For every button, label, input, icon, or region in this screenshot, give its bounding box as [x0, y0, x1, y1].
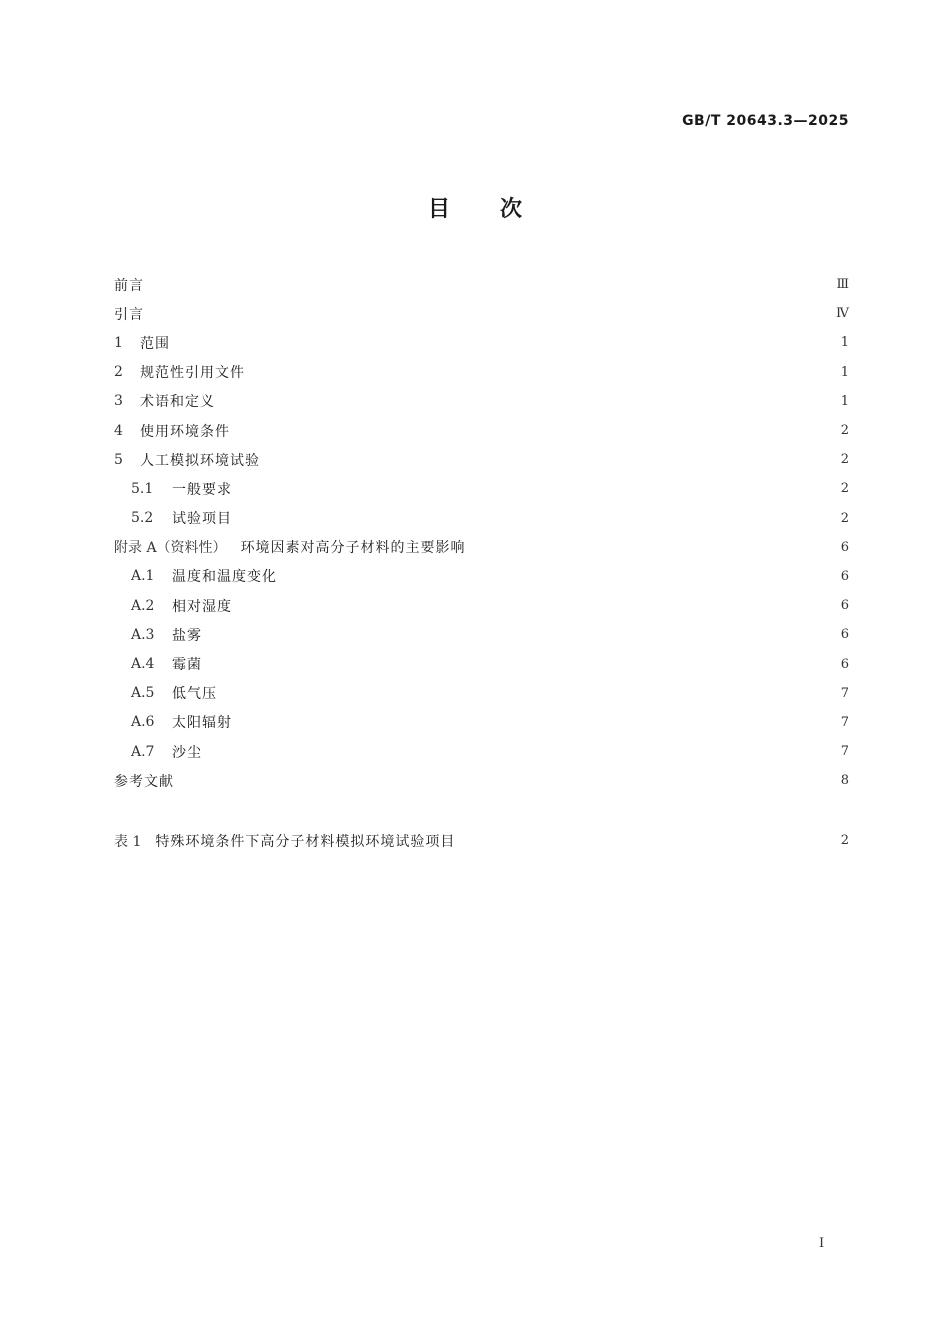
table-entry-1[interactable] [114, 826, 849, 855]
toc-leader-dots [210, 657, 834, 671]
toc-entry-page: Ⅲ [836, 277, 849, 293]
toc-entry-label: 一般要求 [172, 481, 232, 498]
toc-entry-label: 温度和温度变化 [172, 569, 277, 586]
toc-entry-page: 7 [840, 744, 849, 760]
toc-entry-label: 低气压 [172, 686, 217, 703]
toc-entry-number: A.1 [131, 568, 155, 585]
toc-entry-3[interactable] [114, 387, 849, 416]
toc-leader-dots [240, 599, 834, 613]
toc-leader-dots [240, 511, 834, 525]
toc-entry-page: 2 [840, 510, 849, 526]
toc-entry-introduction[interactable] [114, 299, 849, 328]
toc-entry-label: 术语和定义 [140, 394, 215, 411]
table-entry-number: 表 1 [114, 833, 142, 850]
toc-entry-page: 6 [840, 627, 849, 643]
toc-leader-dots [210, 745, 834, 759]
toc-entry-appendix-a[interactable] [114, 533, 849, 562]
toc-leader-dots [210, 628, 834, 642]
toc-entry-number: 2 [114, 364, 123, 381]
toc-leader-dots [174, 774, 834, 788]
toc-entry-label: 太阳辐射 [172, 715, 232, 732]
table-entry-page: 2 [840, 833, 849, 849]
toc-entry-number: A.4 [131, 656, 155, 673]
toc-leader-dots [474, 540, 834, 554]
toc-entry-number: 5 [114, 451, 123, 468]
toc-entry-page: 2 [840, 423, 849, 439]
toc-entry-a-7[interactable] [114, 737, 849, 766]
toc-leader-dots [457, 834, 834, 848]
toc-entry-label: 规范性引用文件 [140, 365, 245, 382]
toc-entry-a-6[interactable] [114, 708, 849, 737]
toc-leader-dots [178, 336, 834, 350]
toc-leader-dots [223, 394, 834, 408]
toc-entry-label: 人工模拟环境试验 [140, 452, 260, 469]
toc-entry-page: 1 [840, 335, 849, 351]
toc-entry-label: 霉菌 [172, 657, 202, 674]
toc-entry-4[interactable] [114, 416, 849, 445]
toc-leader-dots [146, 278, 830, 292]
toc-entry-label: 引言 [114, 306, 144, 323]
toc-leader-dots [240, 715, 834, 729]
toc-entry-a-4[interactable] [114, 649, 849, 678]
toc-entry-number: 5.1 [131, 480, 154, 497]
toc-entry-label: 相对湿度 [172, 598, 232, 615]
toc-entry-page: Ⅳ [836, 306, 849, 322]
toc-leader-dots [253, 365, 834, 379]
toc-entry-a-1[interactable] [114, 562, 849, 591]
toc-entry-number: 4 [114, 422, 123, 439]
toc-entry-page: 7 [840, 714, 849, 730]
toc-entry-label: 参考文献 [114, 773, 174, 790]
toc-entry-label: 盐雾 [172, 627, 202, 644]
toc-entry-label: 沙尘 [172, 744, 202, 761]
table-entry-label: 特殊环境条件下高分子材料模拟环境试验项目 [155, 833, 456, 850]
toc-entry-page: 8 [840, 773, 849, 789]
toc-entry-number: A.6 [131, 714, 155, 731]
toc-entry-label: 使用环境条件 [140, 423, 230, 440]
toc-entry-2[interactable] [114, 358, 849, 387]
toc-entry-number: 附录 A（资料性） [114, 540, 227, 557]
toc-entry-page: 2 [840, 452, 849, 468]
toc-entry-5-2[interactable] [114, 504, 849, 533]
toc-leader-dots [240, 482, 834, 496]
table-of-contents [114, 270, 849, 795]
toc-entry-page: 6 [840, 568, 849, 584]
toc-entry-a-5[interactable] [114, 679, 849, 708]
toc-leader-dots [268, 453, 834, 467]
toc-entry-page: 2 [840, 481, 849, 497]
toc-entry-1[interactable] [114, 328, 849, 357]
toc-entry-page: 1 [840, 364, 849, 380]
toc-entry-page: 6 [840, 598, 849, 614]
toc-leader-dots [146, 307, 830, 321]
toc-entry-number: 3 [114, 393, 123, 410]
page-title: 目次 [427, 197, 572, 222]
toc-entry-page: 1 [840, 393, 849, 409]
toc-entry-number: A.5 [131, 685, 155, 702]
toc-entry-number: 5.2 [131, 510, 154, 527]
toc-entry-number: A.2 [131, 597, 155, 614]
list-of-tables [114, 826, 849, 855]
toc-entry-page: 6 [840, 656, 849, 672]
toc-entry-page: 6 [840, 539, 849, 555]
toc-entry-5[interactable] [114, 445, 849, 474]
toc-entry-page: 7 [840, 685, 849, 701]
toc-entry-a-3[interactable] [114, 620, 849, 649]
toc-leader-dots [279, 569, 834, 583]
toc-entry-foreword[interactable] [114, 270, 849, 299]
toc-entry-label: 试验项目 [172, 511, 232, 528]
toc-entry-number: A.3 [131, 626, 155, 643]
toc-leader-dots [238, 424, 834, 438]
toc-entry-number: 1 [114, 334, 123, 351]
toc-entry-label: 前言 [114, 277, 144, 294]
page-number: I [819, 1236, 825, 1251]
toc-entry-5-1[interactable] [114, 474, 849, 503]
toc-entry-number: A.7 [131, 743, 155, 760]
toc-entry-label: 范围 [140, 335, 170, 352]
toc-leader-dots [225, 686, 834, 700]
toc-entry-bibliography[interactable] [114, 766, 849, 795]
standard-number: GB/T 20643.3—2025 [682, 113, 849, 129]
toc-entry-a-2[interactable] [114, 591, 849, 620]
toc-entry-label: 环境因素对高分子材料的主要影响 [240, 540, 466, 557]
